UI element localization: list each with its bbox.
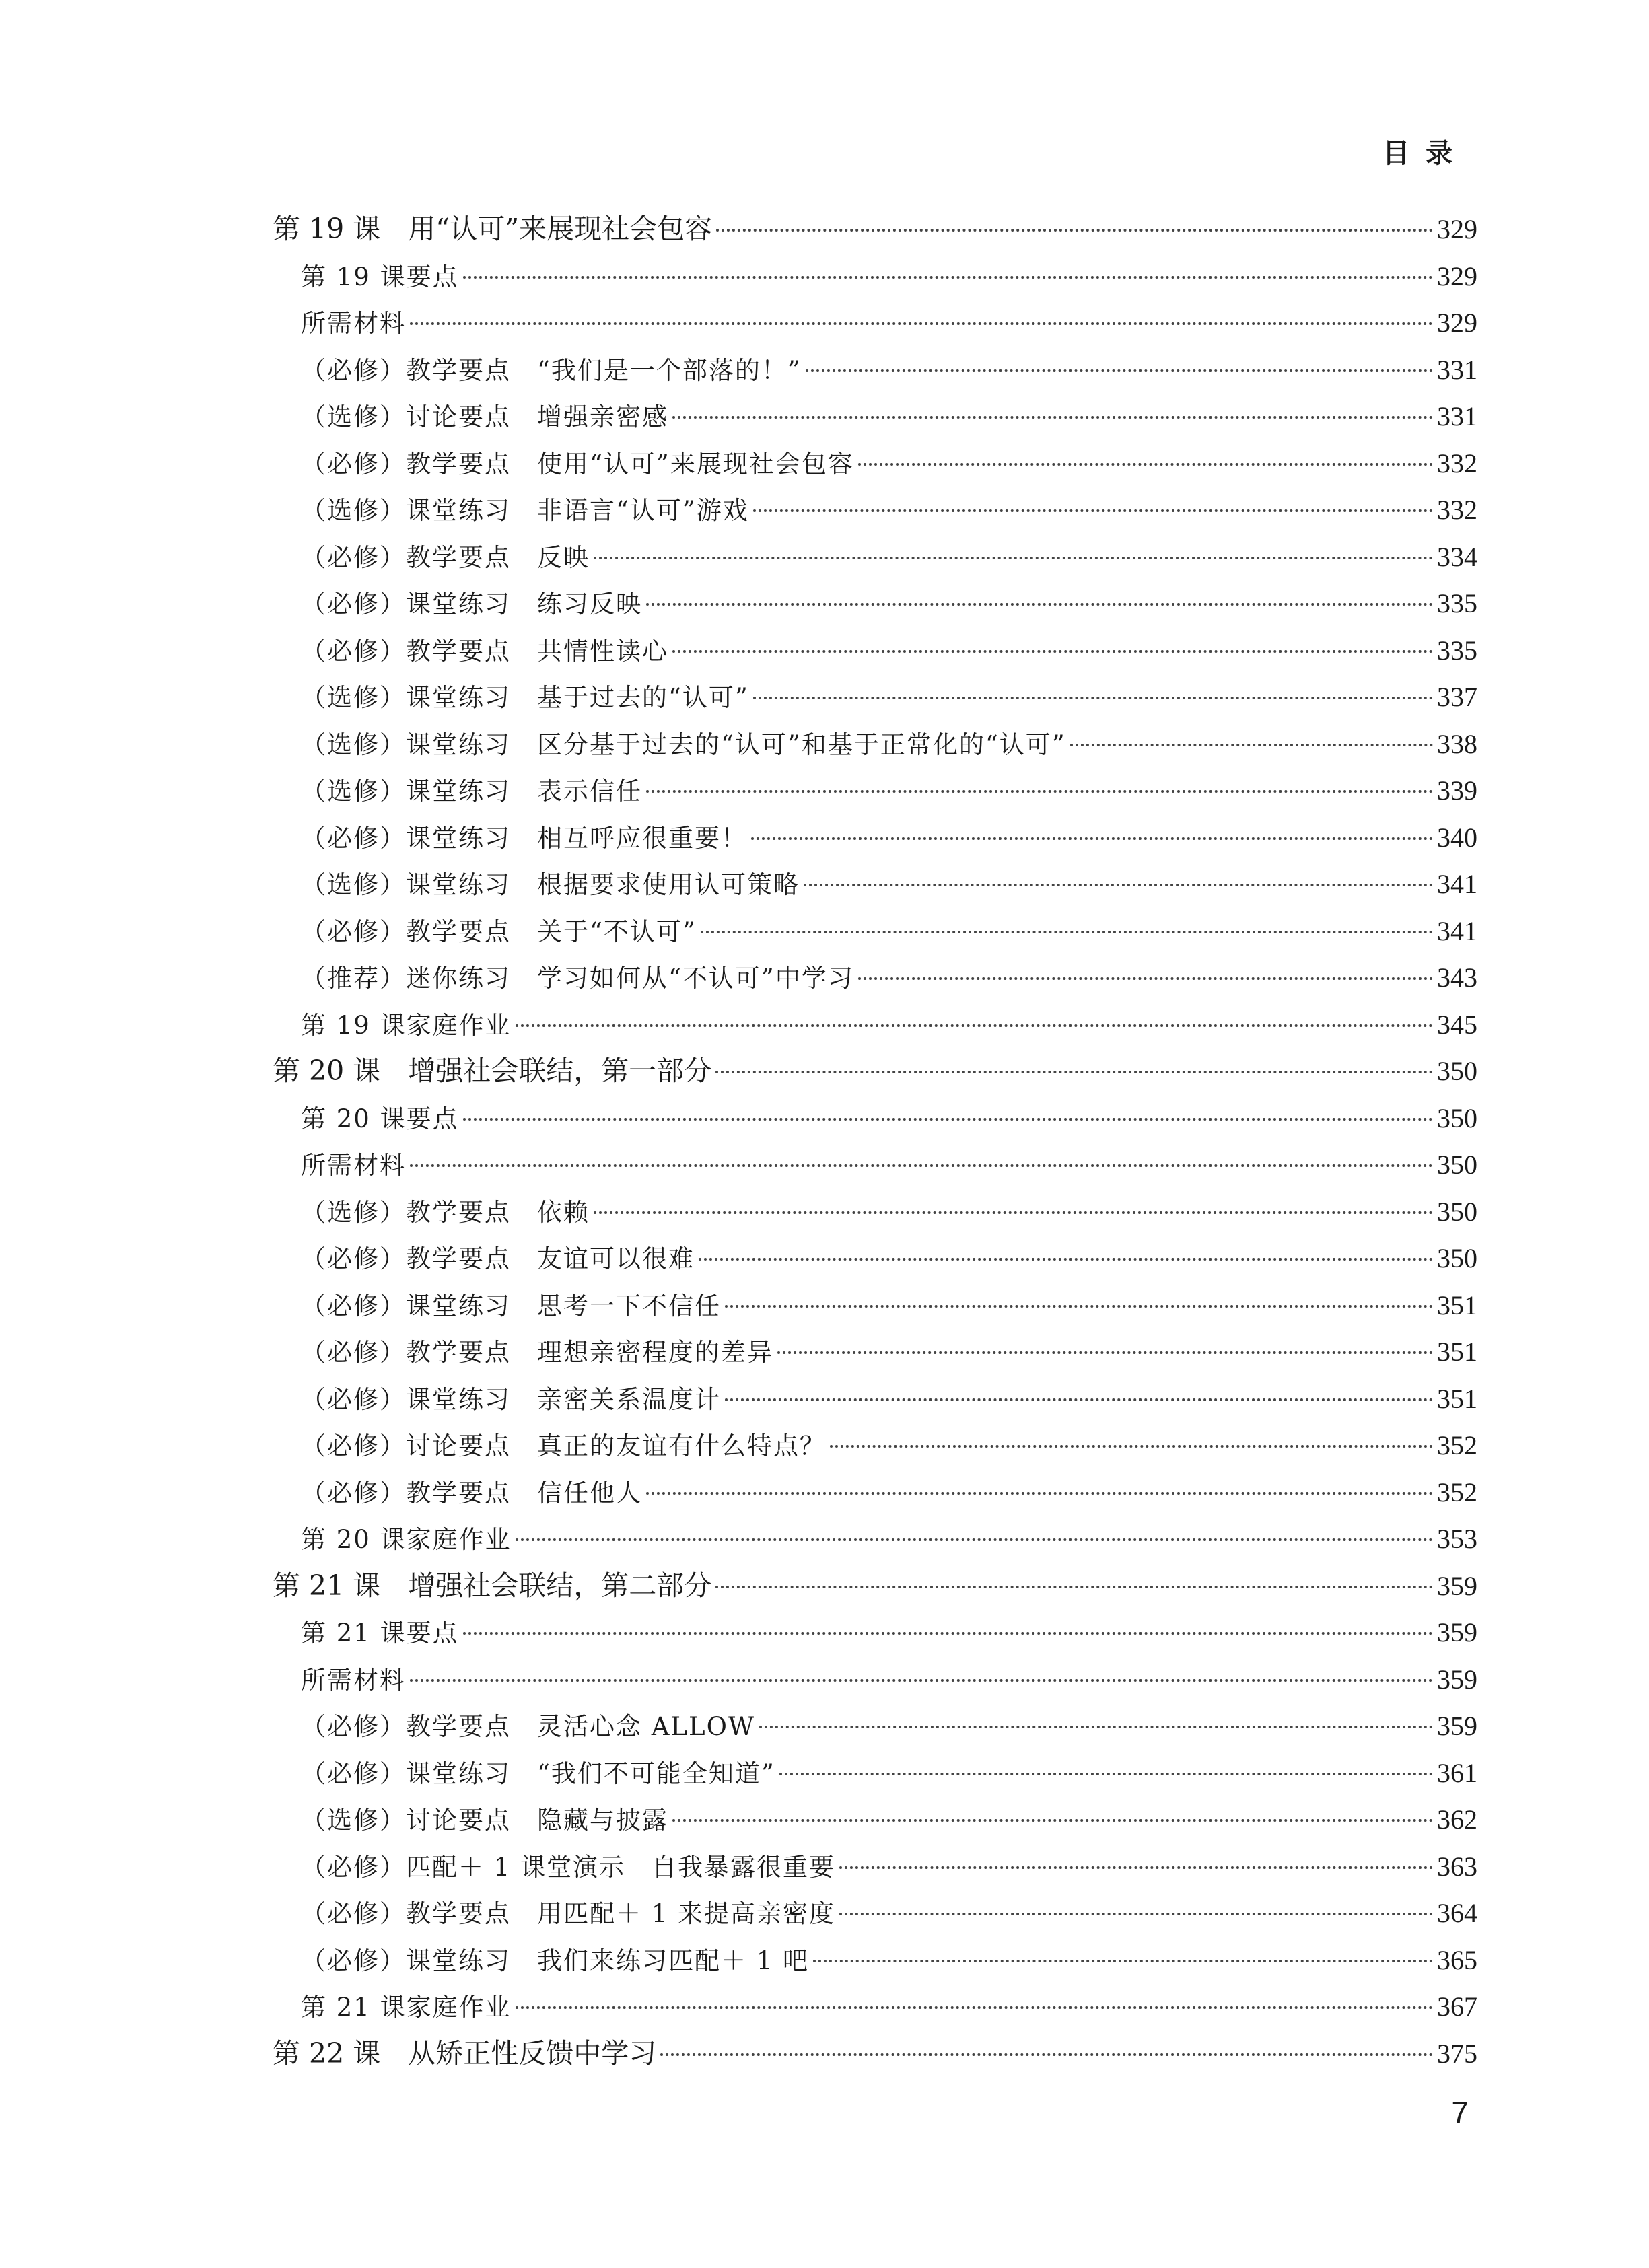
toc-dot-leader (410, 322, 1433, 325)
toc-entry-title: （必修）教学要点 关于“不认可” (301, 917, 697, 946)
toc-entry-title: （选修）课堂练习 表示信任 (301, 777, 642, 806)
toc-entry-title: （必修）讨论要点 真正的友谊有什么特点？ (301, 1431, 826, 1460)
toc-chapter-entry[interactable] (273, 206, 1477, 253)
toc-entry-page-number: 331 (1437, 354, 1477, 385)
toc-dot-leader (594, 1211, 1433, 1214)
toc-dot-leader (839, 1913, 1433, 1915)
toc-section-entry[interactable] (273, 1656, 1477, 1703)
toc-dot-leader (463, 276, 1433, 279)
toc-dot-leader (463, 1118, 1433, 1121)
toc-dot-leader (410, 1679, 1433, 1682)
toc-entry-title: （必修）教学要点 反映 (301, 542, 590, 572)
toc-entry-title: （推荐）迷你练习 学习如何从“不认可”中学习 (301, 964, 854, 993)
toc-dot-leader (725, 1305, 1433, 1308)
toc-section-entry[interactable] (273, 1983, 1477, 2030)
toc-entry-page-number: 332 (1437, 495, 1477, 525)
toc-entry-page-number: 340 (1437, 822, 1477, 853)
toc-dot-leader (839, 1866, 1433, 1869)
running-header-title: 目录 (1382, 138, 1469, 169)
toc-dot-leader (830, 1445, 1433, 1448)
toc-entry-page-number: 329 (1437, 214, 1477, 244)
toc-entry-title: （必修）教学要点 用匹配＋ 1 来提高亲密度 (301, 1899, 836, 1928)
page-number: 7 (1451, 2095, 1469, 2130)
toc-dot-leader (813, 1960, 1433, 1962)
toc-entry-page-number: 341 (1437, 915, 1477, 946)
toc-entry-page-number: 329 (1437, 260, 1477, 291)
toc-entry-page-number: 365 (1437, 1944, 1477, 1975)
toc-chapter-entry[interactable] (273, 2030, 1477, 2078)
toc-entry-page-number: 364 (1437, 1898, 1477, 1928)
toc-dot-leader (701, 931, 1433, 933)
toc-entry-page-number: 359 (1437, 1664, 1477, 1695)
toc-entry-page-number: 350 (1437, 1102, 1477, 1133)
toc-dot-leader (699, 1258, 1433, 1261)
toc-entry-title: （选修）教学要点 依赖 (301, 1197, 590, 1227)
toc-section-entry[interactable] (273, 253, 1477, 300)
toc-dot-leader (753, 697, 1433, 699)
toc-entry-title: 所需材料 (301, 309, 406, 338)
toc-section-entry[interactable] (273, 908, 1477, 955)
toc-entry-page-number: 329 (1437, 308, 1477, 338)
toc-entry-title: 第 21 课 增强社会联结，第二部分 (273, 1569, 712, 1602)
toc-dot-leader (858, 977, 1433, 980)
toc-entry-title: （选修）课堂练习 非语言“认可”游戏 (301, 496, 749, 525)
toc-entry-title: （选修）课堂练习 基于过去的“认可” (301, 683, 749, 712)
toc-entry-title: （必修）教学要点 共情性读心 (301, 636, 668, 666)
toc-entry-title: （必修）课堂练习 相互呼应很重要！ (301, 823, 747, 853)
toc-section-entry[interactable] (273, 299, 1477, 347)
toc-section-entry[interactable] (273, 861, 1477, 908)
toc-entry-title: 第 20 课要点 (301, 1104, 459, 1133)
toc-section-entry[interactable] (273, 954, 1477, 1001)
toc-dot-leader (715, 1586, 1433, 1588)
toc-dot-leader (779, 1773, 1433, 1775)
toc-section-entry[interactable] (273, 721, 1477, 768)
toc-entry-page-number: 350 (1437, 1196, 1477, 1227)
toc-dot-leader (858, 463, 1433, 466)
toc-dot-leader (725, 1398, 1433, 1401)
toc-section-entry[interactable] (273, 1328, 1477, 1376)
toc-section-entry[interactable] (273, 767, 1477, 814)
toc-dot-leader (804, 884, 1433, 886)
toc-entry-title: 第 19 课要点 (301, 262, 459, 291)
toc-section-entry[interactable] (273, 1001, 1477, 1049)
toc-dot-leader (646, 1492, 1433, 1495)
toc-entry-title: 所需材料 (301, 1151, 406, 1180)
toc-entry-page-number: 339 (1437, 775, 1477, 806)
toc-dot-leader (516, 2006, 1433, 2009)
toc-entry-page-number: 361 (1437, 1757, 1477, 1788)
toc-section-entry[interactable] (273, 393, 1477, 440)
table-of-contents (273, 206, 1477, 2077)
toc-entry-page-number: 335 (1437, 588, 1477, 618)
toc-dot-leader (751, 837, 1433, 840)
toc-entry-title: 第 20 课 增强社会联结，第一部分 (273, 1055, 712, 1087)
toc-entry-page-number: 337 (1437, 682, 1477, 712)
toc-entry-title: （选修）课堂练习 区分基于过去的“认可”和基于正常化的“认可” (301, 730, 1066, 759)
toc-entry-title: （必修）教学要点 理想亲密程度的差异 (301, 1338, 773, 1367)
toc-entry-page-number: 331 (1437, 401, 1477, 431)
toc-section-entry[interactable] (273, 1376, 1477, 1423)
toc-section-entry[interactable] (273, 1516, 1477, 1563)
toc-section-entry[interactable] (273, 534, 1477, 581)
toc-section-entry[interactable] (273, 1422, 1477, 1469)
toc-entry-page-number: 341 (1437, 869, 1477, 899)
toc-entry-title: （必修）课堂练习 亲密关系温度计 (301, 1384, 721, 1414)
toc-entry-title: （必修）教学要点 灵活心念 ALLOW (301, 1712, 755, 1741)
toc-entry-title: 所需材料 (301, 1665, 406, 1695)
toc-section-entry[interactable] (273, 1750, 1477, 1797)
toc-dot-leader (715, 1071, 1433, 1073)
toc-section-entry[interactable] (273, 1890, 1477, 1937)
toc-dot-leader (516, 1538, 1433, 1541)
toc-entry-title: 第 19 课家庭作业 (301, 1010, 512, 1040)
toc-entry-title: 第 20 课家庭作业 (301, 1525, 512, 1554)
toc-entry-page-number: 335 (1437, 635, 1477, 666)
toc-entry-page-number: 359 (1437, 1570, 1477, 1601)
toc-section-entry[interactable] (273, 487, 1477, 534)
toc-dot-leader (759, 1726, 1433, 1728)
toc-dot-leader (672, 1819, 1433, 1822)
toc-dot-leader (646, 790, 1433, 793)
toc-chapter-entry[interactable] (273, 1048, 1477, 1095)
toc-section-entry[interactable] (273, 1937, 1477, 1984)
toc-section-entry[interactable] (273, 627, 1477, 674)
toc-dot-leader (646, 603, 1433, 606)
toc-entry-page-number: 350 (1437, 1149, 1477, 1180)
toc-entry-title: （必修）教学要点 “我们是一个部落的！” (301, 355, 802, 385)
toc-section-entry[interactable] (273, 1189, 1477, 1236)
toc-entry-page-number: 351 (1437, 1337, 1477, 1367)
toc-dot-leader (672, 650, 1433, 653)
toc-entry-page-number: 351 (1437, 1383, 1477, 1414)
toc-entry-page-number: 362 (1437, 1804, 1477, 1835)
toc-entry-title: （必修）课堂练习 “我们不可能全知道” (301, 1759, 775, 1788)
toc-entry-page-number: 363 (1437, 1851, 1477, 1882)
toc-entry-page-number: 375 (1437, 2038, 1477, 2069)
toc-entry-title: 第 19 课 用“认可”来展现社会包容 (273, 213, 713, 245)
toc-dot-leader (806, 369, 1433, 372)
toc-section-entry[interactable] (273, 1843, 1477, 1890)
toc-section-entry[interactable] (273, 580, 1477, 627)
toc-entry-title: （选修）讨论要点 隐藏与披露 (301, 1806, 668, 1835)
toc-entry-title: 第 22 课 从矫正性反馈中学习 (273, 2036, 657, 2069)
toc-dot-leader (463, 1632, 1433, 1635)
toc-dot-leader (1070, 744, 1433, 746)
toc-section-entry[interactable] (273, 1282, 1477, 1329)
toc-dot-leader (672, 416, 1433, 419)
toc-entry-page-number: 350 (1437, 1243, 1477, 1273)
toc-entry-title: （选修）课堂练习 根据要求使用认可策略 (301, 870, 800, 899)
toc-entry-page-number: 367 (1437, 1991, 1477, 2022)
toc-entry-title: 第 21 课要点 (301, 1619, 459, 1647)
toc-entry-page-number: 351 (1437, 1289, 1477, 1320)
toc-entry-title: （选修）讨论要点 增强亲密感 (301, 402, 668, 431)
toc-entry-title: 第 21 课家庭作业 (301, 1993, 512, 2022)
toc-dot-leader (410, 1164, 1433, 1167)
toc-dot-leader (753, 509, 1433, 512)
toc-dot-leader (777, 1351, 1433, 1354)
toc-section-entry[interactable] (273, 1141, 1477, 1189)
toc-section-entry[interactable] (273, 1235, 1477, 1282)
toc-entry-page-number: 353 (1437, 1524, 1477, 1554)
toc-section-entry[interactable] (273, 347, 1477, 394)
toc-entry-title: （必修）匹配＋ 1 课堂演示 自我暴露很重要 (301, 1852, 836, 1882)
toc-section-entry[interactable] (273, 1703, 1477, 1750)
toc-entry-page-number: 359 (1437, 1711, 1477, 1741)
toc-entry-page-number: 332 (1437, 448, 1477, 479)
toc-dot-leader (716, 229, 1433, 232)
toc-section-entry[interactable] (273, 1609, 1477, 1656)
toc-entry-page-number: 352 (1437, 1477, 1477, 1508)
toc-section-entry[interactable] (273, 440, 1477, 487)
toc-entry-title: （必修）课堂练习 思考一下不信任 (301, 1291, 721, 1320)
toc-entry-page-number: 359 (1437, 1617, 1477, 1647)
toc-chapter-entry[interactable] (273, 1563, 1477, 1610)
toc-entry-page-number: 350 (1437, 1056, 1477, 1086)
toc-entry-page-number: 338 (1437, 728, 1477, 759)
toc-entry-page-number: 343 (1437, 962, 1477, 993)
toc-section-entry[interactable] (273, 814, 1477, 861)
toc-section-entry[interactable] (273, 1469, 1477, 1516)
toc-dot-leader (660, 2053, 1433, 2056)
toc-entry-page-number: 345 (1437, 1009, 1477, 1040)
toc-dot-leader (594, 557, 1433, 559)
toc-section-entry[interactable] (273, 1796, 1477, 1843)
toc-entry-title: （必修）教学要点 使用“认可”来展现社会包容 (301, 449, 854, 479)
toc-entry-page-number: 334 (1437, 541, 1477, 572)
toc-entry-title: （必修）课堂练习 我们来练习匹配＋ 1 吧 (301, 1946, 810, 1975)
toc-entry-page-number: 352 (1437, 1430, 1477, 1460)
toc-entry-title: （必修）课堂练习 练习反映 (301, 590, 642, 618)
toc-entry-title: （必修）教学要点 信任他人 (301, 1478, 642, 1508)
toc-section-entry[interactable] (273, 674, 1477, 721)
toc-entry-title: （必修）教学要点 友谊可以很难 (301, 1244, 695, 1273)
toc-section-entry[interactable] (273, 1095, 1477, 1142)
toc-dot-leader (516, 1024, 1433, 1027)
